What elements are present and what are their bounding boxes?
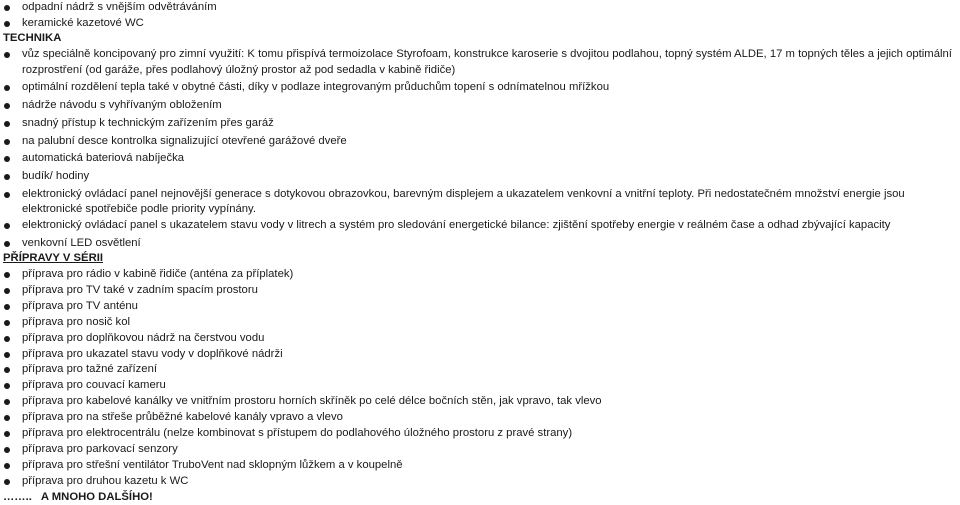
list-item-text: příprava pro kabelové kanálky ve vnitřním prostoru horních skříněk po celé délce bočních stěn, jak vpravo, tak vlevo	[22, 395, 602, 408]
list-item-text: elektronický ovládací panel nejnovější generace s dotykovou obrazovkou, barevným displejem a ukazatelem venkovní a vnitřní teploty. Při nedostatečném množství energie jsou elektronické spotřebiče podle priority vypínány.	[22, 187, 905, 216]
list-item	[3, 80, 958, 96]
list-item	[3, 299, 958, 315]
bullet-icon	[4, 447, 10, 453]
bullet-icon	[4, 52, 10, 58]
bullet-icon	[4, 367, 10, 373]
bullet-icon	[4, 5, 10, 11]
bullet-icon	[4, 192, 10, 198]
list-item	[3, 236, 958, 252]
list-item-text: příprava pro TV anténu	[22, 299, 138, 312]
list-item-text: příprava pro TV také v zadním spacím prostoru	[22, 283, 258, 296]
list-item	[3, 0, 958, 16]
list-item-text: příprava pro nosič kol	[22, 315, 130, 328]
list-item-text: příprava pro druhou kazetu k WC	[22, 474, 189, 487]
list-item	[3, 315, 958, 331]
bullet-icon	[4, 241, 10, 247]
bullet-icon	[4, 463, 10, 469]
section-heading-pripravy: PŘÍPRAVY V SÉRII	[3, 252, 104, 265]
list-item	[3, 187, 958, 218]
list-item	[3, 134, 958, 150]
list-item	[3, 394, 958, 410]
list-item	[3, 116, 958, 132]
list-item-text: venkovní LED osvětlení	[22, 236, 141, 249]
bullet-icon	[4, 85, 10, 91]
list-item-text: keramické kazetové WC	[22, 16, 144, 29]
bullet-icon	[4, 431, 10, 437]
list-item	[3, 474, 958, 490]
list-item-text: příprava pro střešní ventilátor TruboVent nad sklopným lůžkem a v koupelně	[22, 458, 403, 471]
list-item-text: příprava pro tažné zařízení	[22, 363, 158, 376]
bullet-icon	[4, 383, 10, 389]
bullet-icon	[4, 223, 10, 229]
list-item	[3, 347, 958, 363]
bullet-icon	[4, 415, 10, 421]
list-item-text: odpadní nádrž s vnějším odvětráváním	[22, 1, 217, 13]
closing-note: …….. A MNOHO DALŠÍHO!	[3, 490, 153, 503]
bullet-icon	[4, 121, 10, 127]
bullet-icon	[4, 272, 10, 278]
list-item-text: příprava pro rádio v kabině řidiče (anténa za příplatek)	[22, 268, 294, 281]
bullet-icon	[4, 479, 10, 485]
list-item-text: příprava pro doplňkovou nádrž na čerstvou vodu	[22, 331, 265, 344]
list-item	[3, 169, 958, 185]
list-item-text: elektronický ovládací panel s ukazatelem stavu vody v litrech a systém pro sledování energetické bilance: zjištění spotřeby energie v reálném čase a odhad zbývající kapacity	[22, 219, 891, 232]
bullet-icon	[4, 139, 10, 145]
list-item	[3, 218, 958, 234]
list-item-text: na palubní desce kontrolka signalizující otevřené garážové dveře	[22, 134, 347, 147]
equipment-list-top	[3, 0, 958, 31]
list-item-text: snadný přístup k technickým zařízením přes garáž	[22, 116, 274, 129]
bullet-icon	[4, 304, 10, 310]
bullet-icon	[4, 21, 10, 27]
bullet-icon	[4, 352, 10, 358]
list-item	[3, 267, 958, 283]
list-item	[3, 378, 958, 394]
list-item-text: příprava pro na střeše průběžné kabelové kanály vpravo a vlevo	[22, 411, 343, 424]
list-item-text: příprava pro couvací kameru	[22, 379, 166, 392]
list-item	[3, 458, 958, 474]
list-item	[3, 442, 958, 458]
list-item-text: budík/ hodiny	[22, 169, 90, 182]
bullet-icon	[4, 320, 10, 326]
section-heading-technika: TECHNIKA	[3, 32, 62, 45]
list-item	[3, 426, 958, 442]
bullet-icon	[4, 174, 10, 180]
list-item	[3, 331, 958, 347]
list-item-text: nádrže návodu s vyhřívaným obložením	[22, 99, 222, 112]
list-item	[3, 98, 958, 114]
list-item	[3, 283, 958, 299]
bullet-icon	[4, 399, 10, 405]
list-item-text: příprava pro elektrocentrálu (nelze kombinovat s přístupem do podlahového úložného prostoru z pravé strany)	[22, 427, 573, 440]
list-item-text: optimální rozdělení tepla také v obytné části, díky v podlaze integrovaným průduchům topení s odnímatelnou mřížkou	[22, 81, 610, 94]
list-item-text: vůz speciálně koncipovaný pro zimní využití: K tomu přispívá termoizolace Styrofoam, konstrukce karoserie s dvojitou podlahou, topný systém ALDE, 17 m topných těles a jejich optimální rozprostření (od garáže, přes podlahový úložný prostor až pod sedadla v kabině řidiče)	[22, 48, 952, 76]
bullet-icon	[4, 156, 10, 162]
list-item	[3, 410, 958, 426]
technika-list	[3, 47, 958, 251]
bullet-icon	[4, 336, 10, 342]
pripravy-list	[3, 267, 958, 490]
list-item	[3, 362, 958, 378]
list-item-text: automatická bateriová nabíječka	[22, 152, 185, 165]
bullet-icon	[4, 288, 10, 294]
list-item	[3, 16, 958, 32]
list-item	[3, 151, 958, 167]
list-item-text: příprava pro ukazatel stavu vody v doplňkové nádrži	[22, 347, 283, 360]
list-item-text: příprava pro parkovací senzory	[22, 443, 178, 455]
bullet-icon	[4, 103, 10, 109]
list-item	[3, 47, 958, 78]
